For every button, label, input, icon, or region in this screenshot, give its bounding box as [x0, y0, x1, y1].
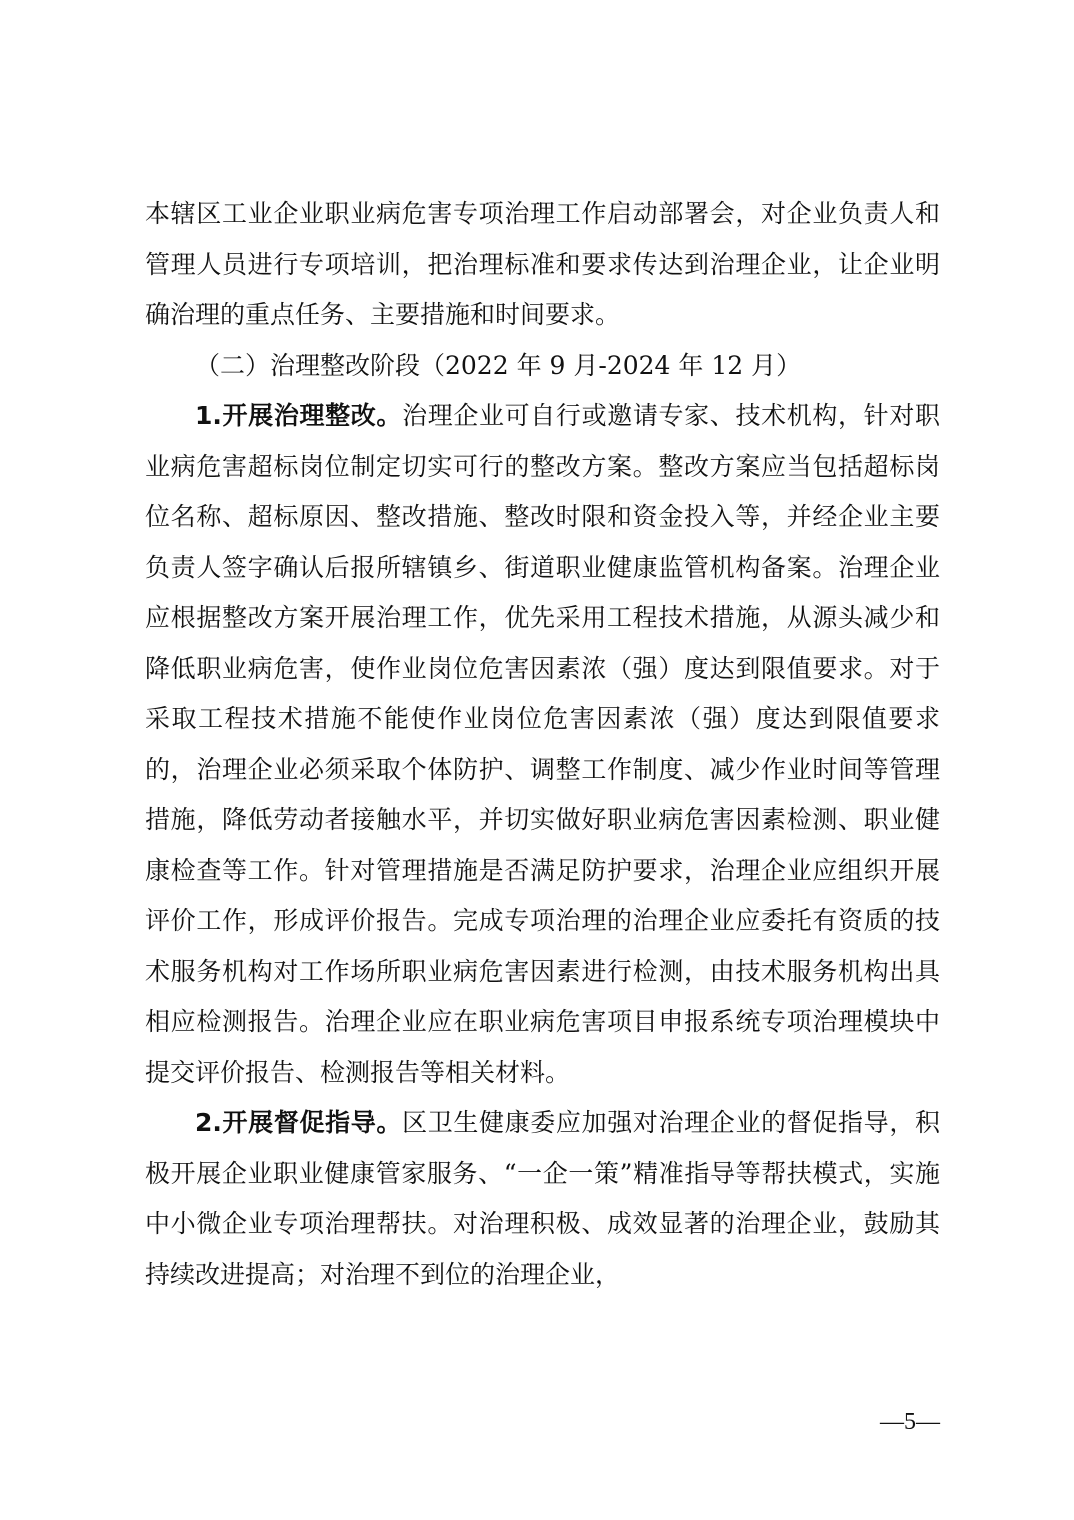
item-lead-2: 2.开展督促指导。	[195, 1108, 403, 1137]
body-paragraph-1: 本辖区工业企业职业病危害专项治理工作启动部署会，对企业负责人和管理人员进行专项培训，把治理标准和要求传达到治理企业，让企业明确治理的重点任务、主要措施和时间要求。	[145, 199, 940, 329]
item-paragraph-2	[145, 1098, 940, 1300]
item-text-1: 治理企业可自行或邀请专家、技术机构，针对职业病危害超标岗位制定切实可行的整改方案。整改方案应当包括超标岗位名称、超标原因、整改措施、整改时限和资金投入等，并经企业主要负责人签字确认后报所辖镇乡、街道职业健康监管机构备案。治理企业应根据整改方案开展治理工作，优先采用工程技术措施，从源头减少和降低职业病危害，使作业岗位危害因素浓（强）度达到限值要求。对于采取工程技术措施不能使作业岗位危害因素浓（强）度达到限值要求的，治理企业必须采取个体防护、调整工作制度、减少作业时间等管理措施，降低劳动者接触水平，并切实做好职业病危害因素检测、职业健康检查等工作。针对管理措施是否满足防护要求，治理企业应组织开展评价工作，形成评价报告。完成专项治理的治理企业应委托有资质的技术服务机构对工作场所职业病危害因素进行检测，由技术服务机构出具相应检测报告。治理企业应在职业病危害项目申报系统专项治理模块中提交评价报告、检测报告等相关材料。	[145, 401, 940, 1087]
item-paragraph-1	[145, 391, 940, 1098]
item-text-2: 区卫生健康委应加强对治理企业的督促指导，积极开展企业职业健康管家服务、“一企一策”精准指导等帮扶模式，实施中小微企业专项治理帮扶。对治理积极、成效显著的治理企业，鼓励其持续改进提高；对治理不到位的治理企业，	[145, 1108, 940, 1289]
page-number: —5—	[880, 1409, 940, 1435]
item-lead-1: 1.开展治理整改。	[195, 401, 403, 430]
section-heading: （二）治理整改阶段（2022 年 9 月-2024 年 12 月）	[195, 350, 802, 380]
document-body	[145, 189, 940, 1300]
